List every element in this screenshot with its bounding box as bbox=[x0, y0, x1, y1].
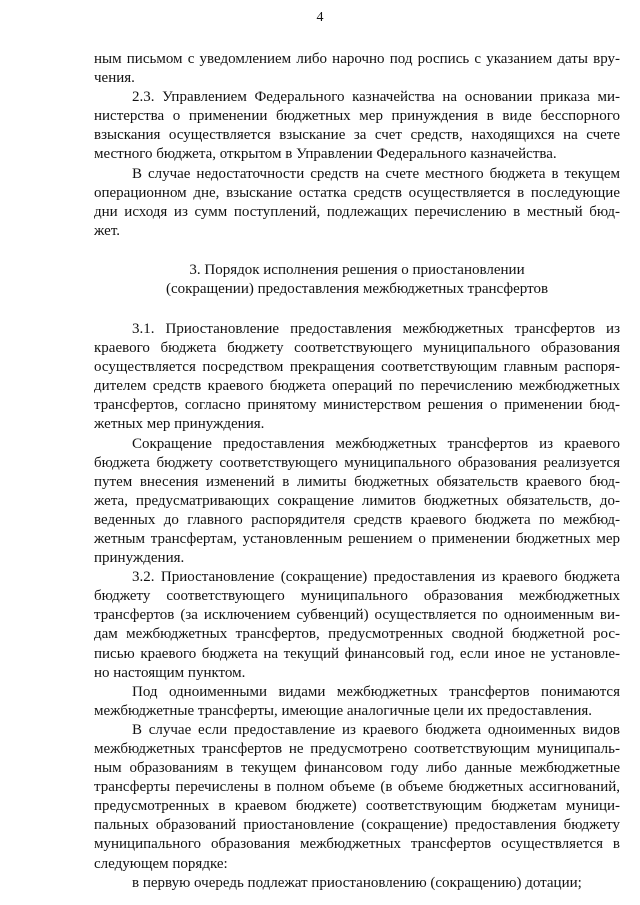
paragraph bbox=[94, 50, 620, 88]
section-heading bbox=[94, 261, 620, 300]
text-line: бюджета бюджету соответствующего муниципального образования реализуется bbox=[94, 454, 620, 471]
text-line: трансферты перечислены в полном объеме (в объеме бюджетных ассигнований, bbox=[94, 779, 620, 796]
paragraph bbox=[94, 88, 620, 164]
text-line: дни исходя из сумм поступлений, подлежащих перечислению в местный бюд- bbox=[94, 203, 620, 220]
text-line: межбюджетных трансфертов не предусмотрено соответствующим муниципаль- bbox=[94, 741, 620, 757]
text-line: В случае недостаточности средств на счете местного бюджета в текущем bbox=[132, 165, 620, 182]
text-line: трансфертов, согласно принятому министерством решения о применении бюд- bbox=[94, 397, 620, 414]
text-line: 3.1. Приостановление предоставления межбюджетных трансфертов из bbox=[132, 320, 620, 337]
text-line: 3.2. Приостановление (сокращение) предоставления из краевого бюджета bbox=[132, 569, 620, 586]
text-line: бюджету соответствующего муниципального образования межбюджетных bbox=[94, 588, 620, 605]
paragraph bbox=[94, 568, 620, 683]
text-line: но настоящим пунктом. bbox=[94, 664, 246, 681]
paragraph bbox=[94, 721, 620, 874]
text-line: в первую очередь подлежат приостановлению (сокращению) дотации; bbox=[132, 874, 582, 891]
heading-line: 3. Порядок исполнения решения о приостановлении bbox=[189, 261, 525, 278]
paragraph bbox=[94, 683, 620, 721]
text-line: чения. bbox=[94, 70, 135, 87]
text-line: операционном дне, взыскание остатка средств осуществляется в последующие bbox=[94, 184, 620, 201]
paragraph bbox=[94, 435, 620, 569]
text-line: путем внесения изменений в лимиты бюджетных обязательств краевого бюд- bbox=[94, 473, 620, 490]
text-line: дителем средств краевого бюджета операций по перечислению межбюджетных bbox=[94, 378, 620, 395]
text-line: принуждения. bbox=[94, 550, 185, 567]
text-line: ным образованиям в текущем финансовом году либо данные межбюджетные bbox=[94, 760, 620, 777]
text-line: веденных до главного распорядителя средств краевого бюджета по межбюд- bbox=[94, 511, 620, 528]
text-line: жетным трансфертам, установленным решением о применении бюджетных мер bbox=[94, 530, 620, 547]
text-line: Сокращение предоставления межбюджетных трансфертов из краевого bbox=[132, 435, 620, 452]
text-line: трансфертов (за исключением субвенций) осуществляется по одноименным ви- bbox=[94, 607, 620, 624]
text-line: взыскания осуществляется взыскание за счет средств, находящихся на счете bbox=[94, 127, 620, 144]
document-body bbox=[94, 50, 620, 893]
text-line: писью краевого бюджета на текущий финансовый год, если иное не установле- bbox=[94, 645, 620, 662]
text-line: осуществляется посредством прекращения соответствующим главным распоря- bbox=[94, 359, 620, 376]
text-line: В случае если предоставление из краевого бюджета одноименных видов bbox=[132, 721, 620, 738]
paragraph bbox=[94, 874, 620, 893]
paragraph bbox=[94, 320, 620, 435]
text-line: краевого бюджета бюджету соответствующего муниципального образования bbox=[94, 340, 620, 357]
heading-line: (сокращении) предоставления межбюджетных трансфертов bbox=[165, 281, 549, 298]
text-line: следующем порядке: bbox=[94, 855, 228, 872]
text-line: жета, предусматривающих сокращение лимитов бюджетных обязательств, до- bbox=[94, 492, 620, 509]
text-line: жетных мер принуждения. bbox=[94, 416, 265, 433]
text-line: муниципального образования межбюджетных трансфертов осуществляется в bbox=[94, 836, 620, 853]
text-line: Под одноименными видами межбюджетных трансфертов понимаются bbox=[132, 683, 620, 700]
text-line: жет. bbox=[94, 222, 121, 239]
paragraph bbox=[94, 165, 620, 241]
text-line: 2.3. Управлением Федерального казначейства на основании приказа ми- bbox=[132, 89, 620, 106]
page-number: 4 bbox=[316, 10, 324, 25]
text-line: ным письмом с уведомлением либо нарочно под роспись с указанием даты вру- bbox=[94, 51, 620, 67]
text-line: нистерства о применении бюджетных мер принуждения в виде бесспорного bbox=[94, 108, 620, 125]
text-line: местного бюджета, открытом в Управлении Федерального казначейства. bbox=[94, 146, 557, 163]
text-line: предусмотренных в краевом бюджете) соответствующим бюджетам муници- bbox=[94, 798, 620, 815]
text-line: межбюджетные трансферты, имеющие аналогичные цели их предоставления. bbox=[94, 702, 593, 719]
text-line: дам межбюджетных трансфертов, предусмотренных сводной бюджетной рос- bbox=[94, 626, 620, 643]
text-line: пальных образований приостановление (сокращение) предоставления бюджету bbox=[94, 817, 620, 834]
